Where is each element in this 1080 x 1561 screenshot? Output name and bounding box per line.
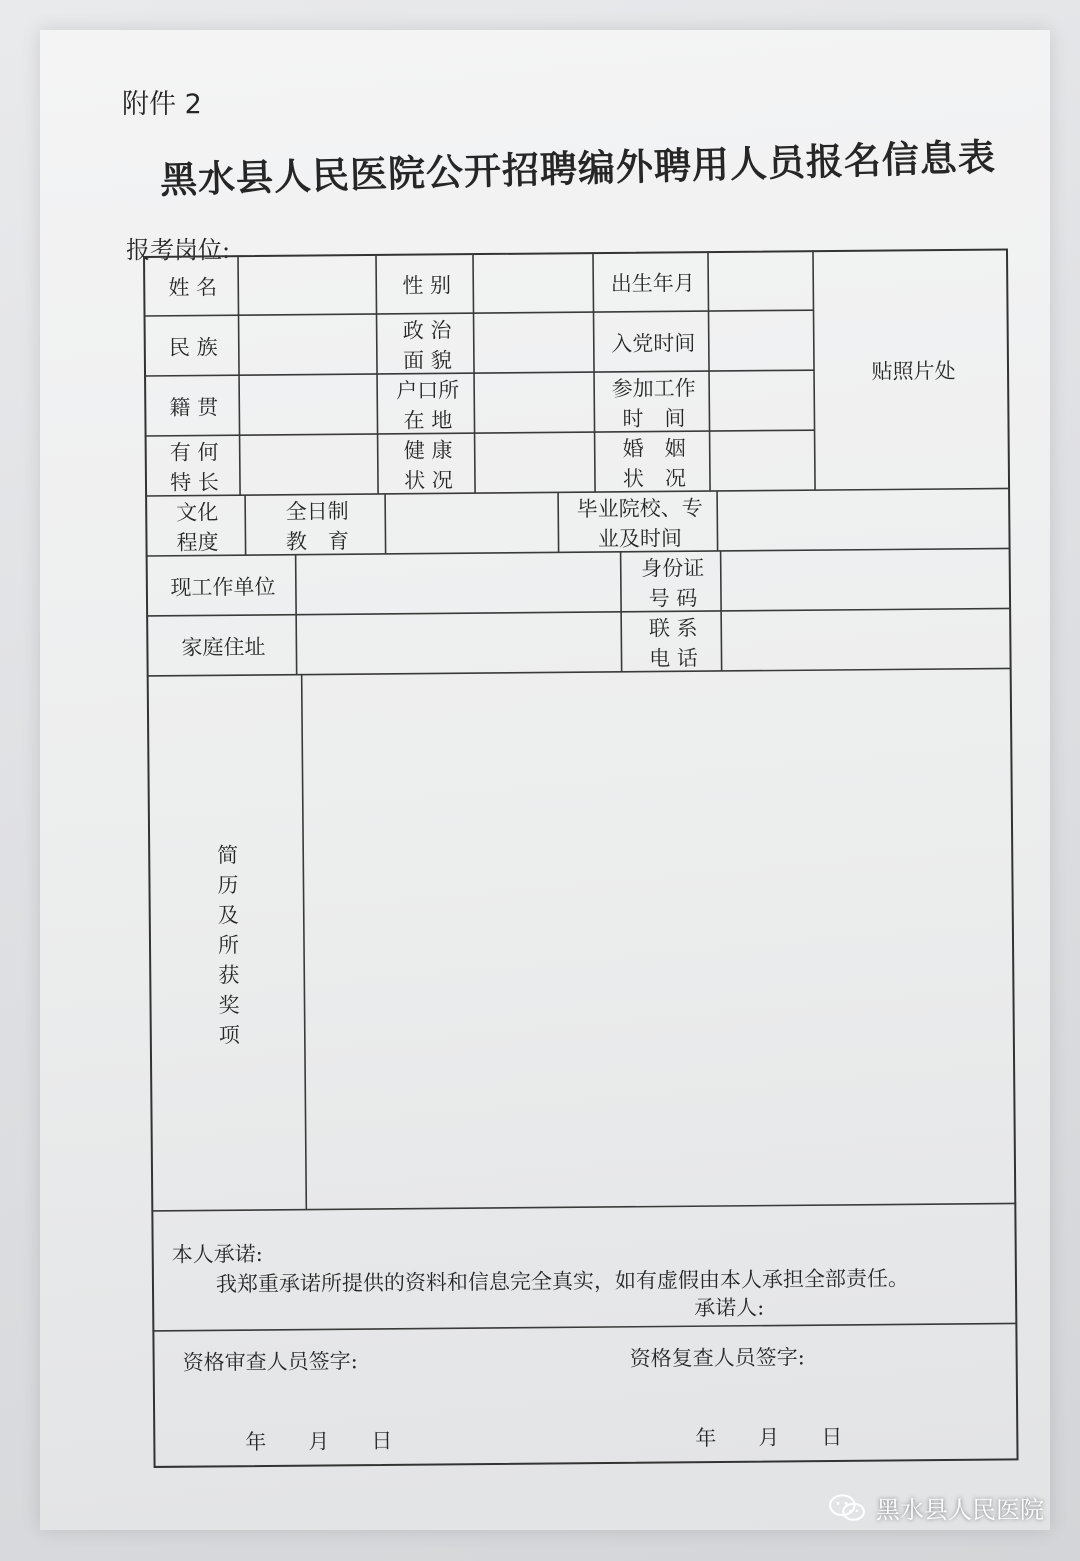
wechat-watermark (828, 1490, 1044, 1525)
review-date-left: 年 月 日 (245, 1428, 393, 1455)
health-status-label: 健 康 状 况 (403, 438, 453, 493)
home-address-label: 家庭住址 (181, 634, 266, 660)
specialty-label: 有 何 特 长 (169, 440, 219, 495)
hukou-location-label: 户口所 在 地 (396, 378, 460, 433)
resume-label-cell (149, 677, 309, 1213)
position-label: 报考岗位: (126, 236, 231, 264)
review-date-right: 年 月 日 (695, 1424, 843, 1451)
gender-label: 性 别 (402, 273, 452, 298)
ethnicity-label: 民 族 (168, 335, 218, 360)
registration-form (143, 248, 1019, 1468)
id-number-label: 身份证 号 码 (641, 556, 705, 611)
phone-label: 联 系 电 话 (648, 616, 698, 671)
work-start-time-label: 参加工作 时 间 (611, 376, 696, 431)
qualification-reviewer-signature: 资格审查人员签字: (182, 1349, 358, 1375)
education-level-label: 文化 程度 (176, 500, 219, 555)
current-workplace-label: 现工作单位 (170, 574, 276, 600)
wechat-icon (828, 1493, 866, 1523)
photo-placeholder: 贴照片处 (871, 358, 956, 384)
party-join-time-label: 入党时间 (611, 331, 696, 356)
native-place-label: 籍 贯 (169, 395, 219, 420)
political-status-label: 政 治 面 貌 (402, 318, 452, 373)
graduation-info-label: 毕业院校、专 业及时间 (576, 496, 703, 552)
resume-awards-label: 简历及所获奖项 (217, 842, 240, 1047)
qualification-rechecker-signature: 资格复查人员签字: (629, 1345, 805, 1371)
attachment-label: 附件 2 (122, 89, 202, 120)
declaration-heading: 本人承诺: (171, 1241, 263, 1267)
declaration-signer: 承诺人: (694, 1295, 765, 1321)
birth-date-label: 出生年月 (610, 271, 695, 296)
form-title: 黑水县人民医院公开招聘编外聘用人员报名信息表 (159, 135, 997, 202)
declaration-text: 我郑重承诺所提供的资料和信息完全真实，如有虚假由本人承担全部责任。 (215, 1266, 910, 1297)
watermark-text: 黑水县人民医院 (876, 1496, 1044, 1524)
name-label: 姓 名 (168, 275, 218, 300)
fulltime-education-label: 全日制 教 育 (285, 499, 350, 554)
marital-status-label: 婚 姻 状 况 (622, 436, 687, 491)
